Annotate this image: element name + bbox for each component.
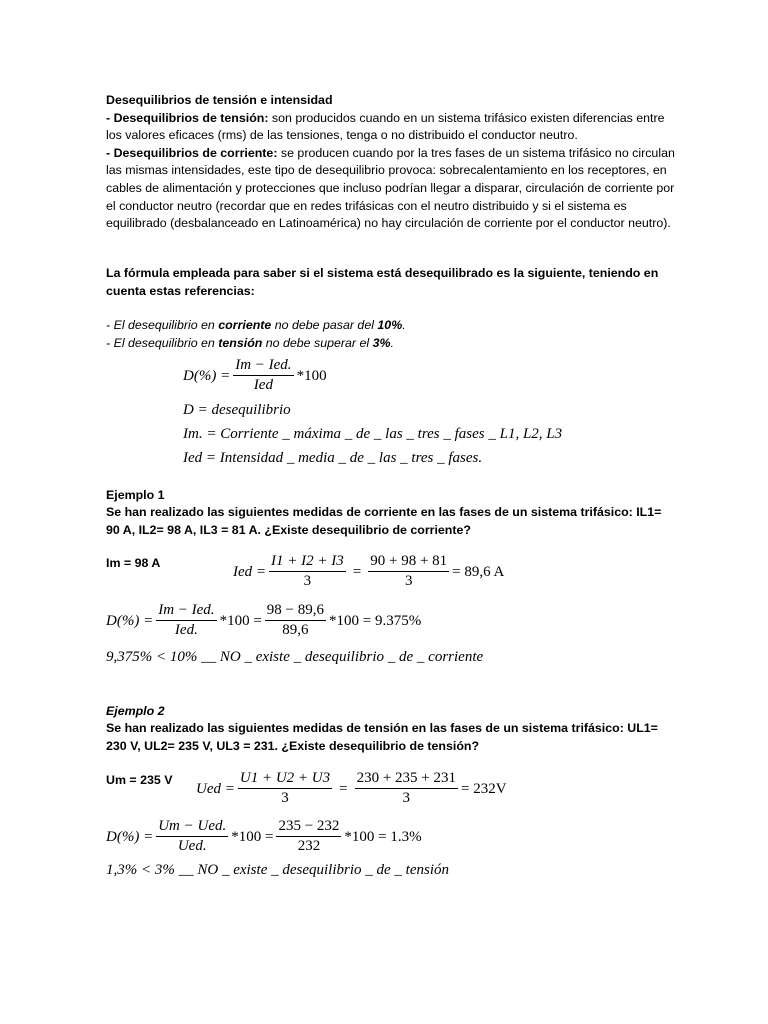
- limit-tension-keyword: tensión: [218, 335, 263, 350]
- limit-corriente: [106, 317, 676, 335]
- tension-definition: [106, 110, 676, 145]
- ejemplo1-statement: Se han realizado las siguientes medidas de corriente en las fases de un sistema trifásico: IL1= 90 A, IL2= 98 A, IL3 = 81 A. ¿Existe desequilibrio de corriente?: [106, 505, 662, 537]
- ejemplo2-conclusion: 1,3% < 3% __ NO _ existe _ desequilibrio _ de _ tensión: [106, 862, 449, 878]
- formula-tail: *100: [296, 367, 327, 384]
- ejemplo2-desequilibrio: [106, 817, 422, 856]
- ejemplo2-d-result: *100 = 1.3%: [344, 828, 422, 845]
- ejemplo2-d-num1: Um − Ued.: [156, 817, 228, 837]
- corriente-text: se producen cuando por la tres fases de un sistema trifásico no circulan las mismas intensidades, este tipo de desequilibrio provoca: sobrecalentamiento en los receptores, en cables de alimentación y protecciones que incluso podrían llegar a disparar, circulación de corriente por el conductor neutro (recordar que en redes trifásicas con el neutro distribuido y si el sistema es equilibrado (desbalanceado en Latinoamérica) no hay circulación de corriente por el conductor neutro).: [106, 145, 675, 231]
- ejemplo2-d-den2: 232: [297, 838, 321, 854]
- ejemplo1-avg-result: = 89,6 A: [452, 563, 505, 580]
- ejemplo1-avg-den2: 3: [404, 573, 413, 589]
- limit-corriente-value: 10%: [377, 318, 403, 332]
- ejemplo2-avg-num1: U1 + U2 + U3: [238, 769, 332, 789]
- ejemplo1-avg-frac2: [368, 552, 449, 591]
- corriente-definition: [106, 145, 676, 233]
- tension-label: - Desequilibrios de tensión:: [106, 110, 269, 125]
- tension-text: son producidos cuando en un sistema trifásico existen diferencias entre los valores eficaces (rms) de las tensiones, tenga o no distribuido el conductor neutro.: [106, 110, 665, 143]
- limit-corriente-pre: - El desequilibrio en: [106, 318, 219, 332]
- limit-tension-pre: - El desequilibrio en: [106, 335, 219, 350]
- ejemplo1-desequilibrio: [106, 601, 421, 640]
- ejemplo1-d-den1: Ied.: [174, 622, 198, 638]
- ejemplo1-d-frac1: [156, 601, 216, 640]
- ejemplo1-avg-den1: 3: [303, 573, 312, 589]
- ejemplo2-d-frac1: [156, 817, 228, 856]
- formula-numerator: Im − Ied.: [233, 356, 293, 376]
- definition-ied: Ied = Intensidad _ media _ de _ las _ tres _ fases.: [183, 450, 483, 466]
- ejemplo1-d-lhs: D(%) =: [106, 612, 154, 629]
- ejemplo2-d-num2: 235 − 232: [276, 817, 341, 837]
- formula-denominator: Ied: [253, 377, 273, 393]
- ejemplo2-average: [196, 769, 507, 808]
- limit-tension-value: 3%: [372, 335, 391, 350]
- ejemplo2-avg-den1: 3: [281, 790, 289, 806]
- section-title: Desequilibrios de tensión e intensidad: [106, 93, 333, 107]
- ejemplo1-d-num1: Im − Ied.: [156, 601, 216, 621]
- limit-corriente-mid: no debe pasar del: [271, 318, 378, 332]
- ejemplo2-avg-den2: 3: [402, 790, 411, 806]
- formula-intro: La fórmula empleada para saber si el sistema está desequilibrado es la siguiente, teniendo en cuenta estas referencias:: [106, 266, 659, 298]
- ejemplo1-avg-num1: I1 + I2 + I3: [269, 552, 346, 572]
- ejemplo2-avg-eq: =: [339, 780, 348, 797]
- ejemplo2-d-lhs: D(%) =: [106, 828, 154, 845]
- ejemplo2-avg-lhs: Ued =: [196, 780, 235, 797]
- ejemplo1-avg-lhs: Ied =: [233, 563, 267, 580]
- definition-im: Im. = Corriente _ máxima _ de _ las _ tres _ fases _ L1, L2, L3: [183, 426, 563, 442]
- ejemplo2-max: Um = 235 V: [106, 773, 173, 787]
- ejemplo1-d-mid: *100 =: [219, 612, 262, 629]
- ejemplo1-max: Im = 98 A: [106, 556, 161, 570]
- ejemplo2-d-mid: *100 =: [231, 828, 274, 845]
- ejemplo2-d-den1: Ued.: [177, 838, 207, 854]
- ejemplo1-avg-eq: =: [352, 563, 362, 580]
- ejemplo1-d-frac2: [265, 601, 326, 640]
- limit-tension: [106, 335, 676, 353]
- limit-tension-mid: no debe superar el: [262, 335, 373, 350]
- definition-d: D = desequilibrio: [183, 402, 291, 418]
- ejemplo1-conclusion: 9,375% < 10% __ NO _ existe _ desequilibrio _ de _ corriente: [106, 649, 484, 665]
- limit-tension-post: .: [390, 335, 394, 350]
- formula-fraction: [233, 356, 293, 395]
- ejemplo1-avg-frac1: [269, 552, 346, 591]
- intro-block: [106, 92, 676, 233]
- ejemplo2-title: Ejemplo 2: [106, 704, 165, 718]
- general-formula: [183, 356, 327, 395]
- limit-corriente-post: .: [402, 318, 406, 332]
- ejemplo2-avg-frac1: [238, 769, 332, 808]
- ejemplo1-d-den2: 89,6: [282, 622, 309, 638]
- corriente-label: - Desequilibrios de corriente:: [106, 145, 278, 160]
- ejemplo2-d-frac2: [276, 817, 341, 856]
- ejemplo1-d-result: *100 = 9.375%: [329, 612, 422, 629]
- ejemplo2-statement: Se han realizado las siguientes medidas de tensión en las fases de un sistema trifásico: UL1= 230 V, UL2= 235 V, UL3 = 231. ¿Existe desequilibrio de tensión?: [106, 721, 658, 753]
- limit-corriente-keyword: corriente: [218, 318, 272, 332]
- ejemplo2-avg-result: = 232V: [461, 780, 507, 797]
- ejemplo1-average: [233, 552, 504, 591]
- ejemplo2-avg-frac2: [355, 769, 458, 808]
- ejemplo1-avg-num2: 90 + 98 + 81: [368, 552, 449, 572]
- ejemplo1-title: Ejemplo 1: [106, 488, 165, 502]
- formula-lhs: D(%) =: [183, 367, 231, 384]
- ejemplo2-avg-num2: 230 + 235 + 231: [355, 769, 458, 789]
- ejemplo1-d-num2: 98 − 89,6: [265, 601, 326, 621]
- limits-block: [106, 317, 676, 352]
